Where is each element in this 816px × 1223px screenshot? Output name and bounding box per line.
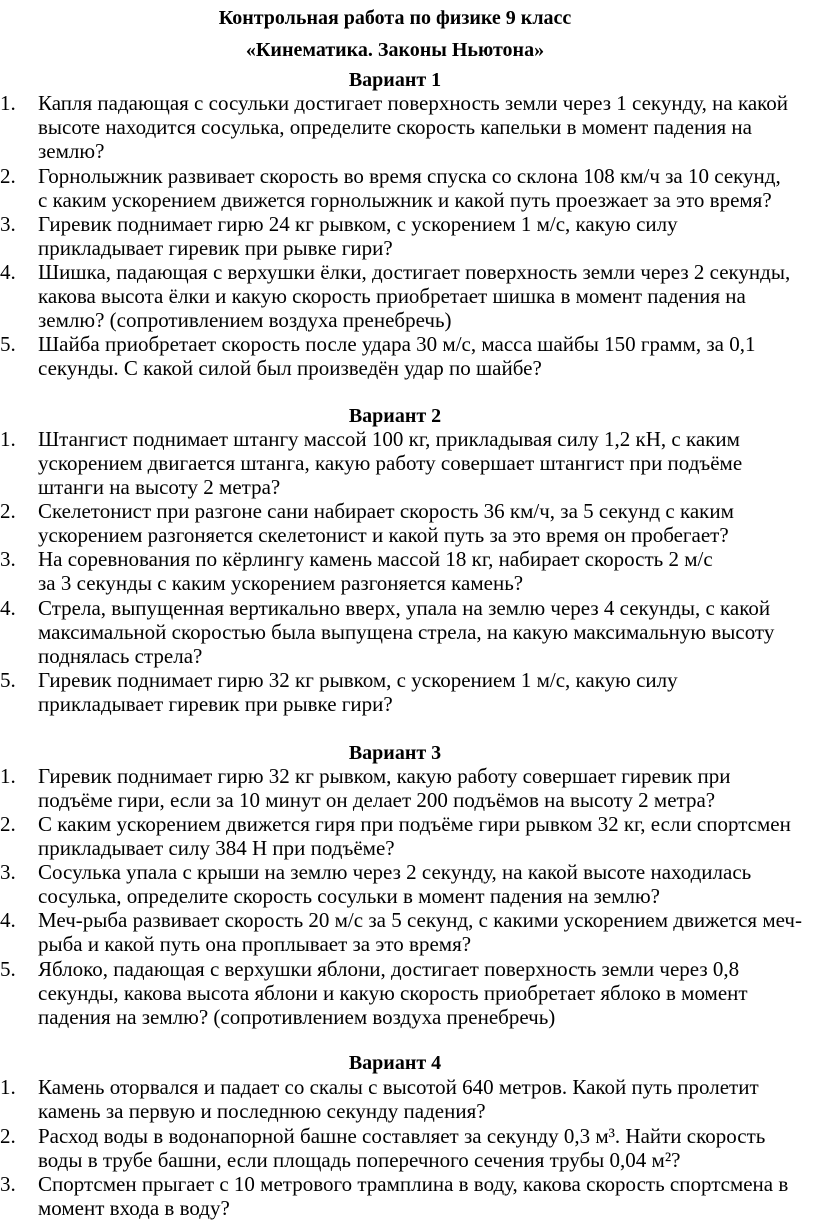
task-text-line: ускорением двигается штанга, какую работу совершает штангист при подъёме xyxy=(38,451,743,475)
task-text-line: землю? xyxy=(38,139,105,163)
task-number: 5. xyxy=(0,668,16,692)
task-number: 4. xyxy=(0,908,16,932)
task-text xyxy=(38,1124,793,1172)
task-text-line: прикладывает гиревик при рывке гири? xyxy=(38,692,393,716)
task-text-line: Шишка, падающая с верхушки ёлки, достигает поверхность земли через 2 секунды, xyxy=(38,260,791,284)
task-text-line: прикладывает силу 384 Н при подъёме? xyxy=(38,836,395,860)
task-text-line: секунды, какова высота яблони и какую скорость приобретает яблоко в момент xyxy=(38,981,748,1005)
task-text-line: Стрела, выпущенная вертикально вверх, упала на землю через 4 секунды, с какой xyxy=(38,596,771,620)
task-text xyxy=(38,260,793,332)
task-text xyxy=(38,1075,793,1123)
task-number: 1. xyxy=(0,1075,16,1099)
task-text xyxy=(38,164,793,212)
task-text-line: высоте находится сосулька, определите скорость капельки в момент падения на xyxy=(38,115,752,139)
task-text xyxy=(38,668,793,716)
task-text-line: подъёме гири, если за 10 минут он делает 200 подъёмов на высоту 2 метра? xyxy=(38,788,716,812)
task-text xyxy=(38,860,793,908)
task-text xyxy=(38,332,793,380)
task-number: 4. xyxy=(0,260,16,284)
task-text xyxy=(38,908,802,956)
task-number: 2. xyxy=(0,499,16,523)
task-text-line: На соревнования по кёрлингу камень массой 18 кг, набирает скорость 2 м/с xyxy=(38,547,713,571)
task-text xyxy=(38,212,793,260)
task-text-line: Спортсмен прыгает с 10 метрового трамплина в воду, какова скорость спортсмена в xyxy=(38,1172,789,1196)
task-text xyxy=(38,957,793,1029)
task-number: 1. xyxy=(0,91,16,115)
task-number: 3. xyxy=(0,860,16,884)
task-text-line: Капля падающая с сосульки достигает поверхность земли через 1 секунду, на какой xyxy=(38,91,789,115)
task-text-line: землю? (сопротивлением воздуха пренебречь) xyxy=(38,308,452,332)
task-text xyxy=(38,812,793,860)
task-text-line: с каким ускорением движется горнолыжник и какой путь проезжает за это время? xyxy=(38,188,772,212)
task-text-line: воды в трубе башни, если площадь поперечного сечения трубы 0,04 м²? xyxy=(38,1148,681,1172)
task-text-line: Скелетонист при разгоне сани набирает скорость 36 км/ч, за 5 секунд с каким xyxy=(38,499,734,523)
task-text xyxy=(38,764,793,812)
task-number: 2. xyxy=(0,164,16,188)
task-text-line: Гиревик поднимает гирю 32 кг рывком, с ускорением 1 м/с, какую силу xyxy=(38,668,678,692)
task-number: 3. xyxy=(0,1172,16,1196)
task-number: 1. xyxy=(0,427,16,451)
variant-heading: Вариант 2 xyxy=(348,405,442,427)
task-text-line: Расход воды в водонапорной башне составляет за секунду 0,3 м³. Найти скорость xyxy=(38,1124,766,1148)
task-text-line: Гиревик поднимает гирю 32 кг рывком, какую работу совершает гиревик при xyxy=(38,764,731,788)
task-text-line: камень за первую и последнюю секунду падения? xyxy=(38,1099,486,1123)
task-text-line: Штангист поднимает штангу массой 100 кг, прикладывая силу 1,2 кН, с каким xyxy=(38,427,740,451)
task-text xyxy=(38,427,793,499)
task-text-line: Сосулька упала с крыши на землю через 2 секунду, на какой высоте находилась xyxy=(38,860,752,884)
task-text xyxy=(38,596,793,668)
variant-heading: Вариант 4 xyxy=(348,1052,442,1074)
task-number: 5. xyxy=(0,332,16,356)
task-text-line: штанги на высоту 2 метра? xyxy=(38,475,281,499)
variant-heading: Вариант 3 xyxy=(348,742,442,764)
task-number: 5. xyxy=(0,957,16,981)
task-text-line: падения на землю? (сопротивлением воздуха пренебречь) xyxy=(38,1005,556,1029)
task-text xyxy=(38,91,793,163)
task-text-line: секунды. С какой силой был произведён удар по шайбе? xyxy=(38,356,542,380)
task-number: 1. xyxy=(0,764,16,788)
task-number: 3. xyxy=(0,212,16,236)
variant-heading: Вариант 1 xyxy=(348,69,442,91)
task-text xyxy=(38,547,793,595)
task-text-line: максимальной скоростью была выпущена стрела, на какую максимальную высоту xyxy=(38,620,775,644)
task-text-line: С каким ускорением движется гиря при подъёме гири рывком 32 кг, если спортсмен xyxy=(38,812,791,836)
task-text-line: прикладывает гиревик при рывке гири? xyxy=(38,236,393,260)
task-number: 4. xyxy=(0,596,16,620)
task-text-line: какова высота ёлки и какую скорость приобретает шишка в момент падения на xyxy=(38,284,746,308)
task-text-line: Меч-рыба развивает скорость 20 м/с за 5 секунд, с какими ускорением движется меч- xyxy=(38,908,802,932)
task-text-line: за 3 секунды с каким ускорением разгоняется камень? xyxy=(38,571,524,595)
document-subtitle: «Кинематика. Законы Ньютона» xyxy=(245,39,545,61)
task-text-line: сосулька, определите скорость сосульки в момент падения на землю? xyxy=(38,884,660,908)
task-text-line: Гиревик поднимает гирю 24 кг рывком, с ускорением 1 м/с, какую силу xyxy=(38,212,678,236)
task-number: 3. xyxy=(0,547,16,571)
document-title: Контрольная работа по физике 9 класс xyxy=(218,7,572,29)
task-text-line: Яблоко, падающая с верхушки яблони, достигает поверхность земли через 0,8 xyxy=(38,957,740,981)
task-text-line: Камень оторвался и падает со скалы с высотой 640 метров. Какой путь пролетит xyxy=(38,1075,759,1099)
task-text-line: момент входа в воду? xyxy=(38,1196,230,1220)
task-number: 2. xyxy=(0,812,16,836)
task-text-line: Горнолыжник развивает скорость во время спуска со склона 108 км/ч за 10 секунд, xyxy=(38,164,781,188)
task-text xyxy=(38,1172,793,1220)
task-text-line: ускорением разгоняется скелетонист и какой путь за это время он пробегает? xyxy=(38,523,729,547)
task-number: 2. xyxy=(0,1124,16,1148)
task-text-line: рыба и какой путь она проплывает за это время? xyxy=(38,932,472,956)
task-text-line: поднялась стрела? xyxy=(38,644,203,668)
task-text xyxy=(38,499,793,547)
task-text-line: Шайба приобретает скорость после удара 30 м/с, масса шайбы 150 грамм, за 0,1 xyxy=(38,332,756,356)
